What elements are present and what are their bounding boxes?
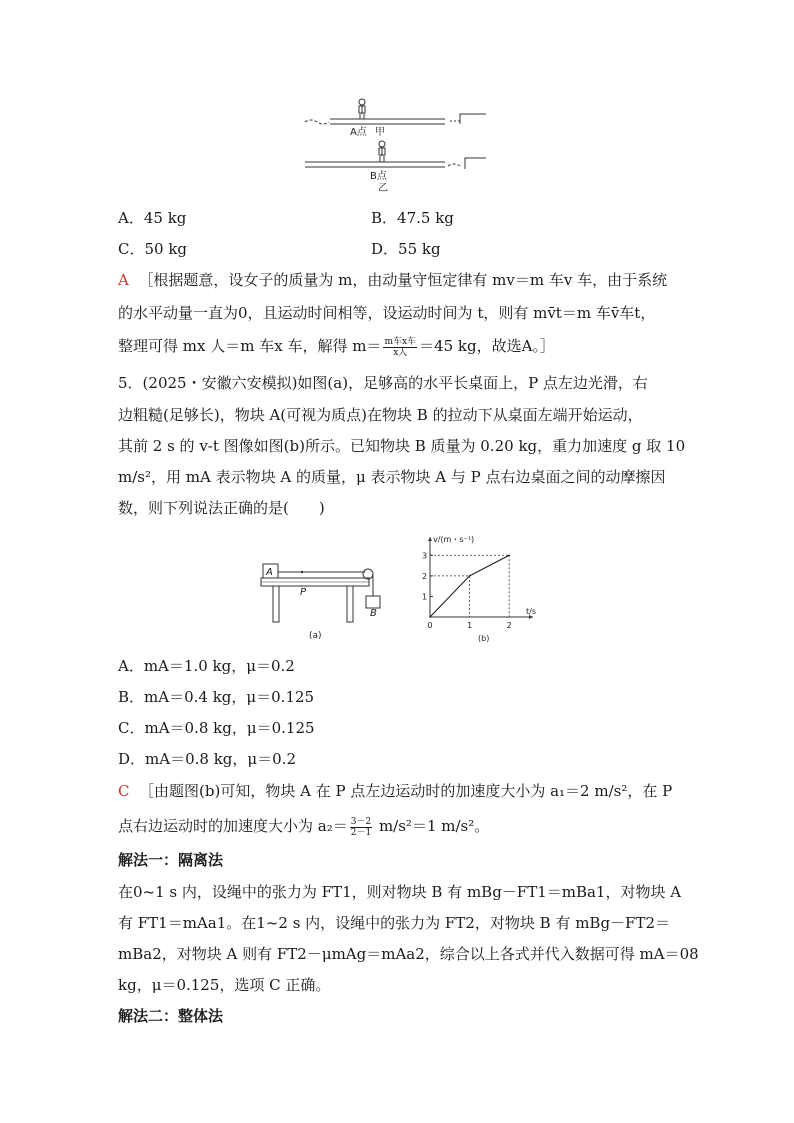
series-segment	[430, 576, 470, 617]
q4-option-d: D．55 kg	[371, 240, 441, 258]
q4-option-c: C．50 kg	[118, 240, 188, 258]
y-tick-label: 3	[422, 551, 428, 561]
method1-title: 解法一：隔离法	[118, 851, 224, 869]
method1-line: 在0~1 s 内，设绳中的张力为 FT1，则对物块 B 有 mBg－FT1＝mBa1，对物块 A	[118, 883, 682, 901]
label-block-b: B	[370, 608, 377, 619]
label-block-a: A	[266, 567, 273, 578]
method1-line: 有 FT1＝mAa1。在1~2 s 内，设绳中的张力为 FT2，对物块 B 有 mBg－FT2＝	[118, 914, 671, 932]
series-segment	[470, 555, 510, 576]
method1-line: kg，μ＝0.125，选项 C 正确。	[118, 976, 331, 994]
figure-boat-dock	[300, 94, 500, 194]
x-tick-label: 0	[427, 621, 433, 630]
q5-option-a: A．mA＝1.0 kg，μ＝0.2	[118, 657, 295, 675]
figure-a-table	[255, 552, 395, 644]
person-icon	[379, 141, 385, 147]
q5-stem-line: m/s²，用 mA 表示物块 A 的质量，μ 表示物块 A 与 P 点右边桌面之间的动摩擦因	[118, 468, 666, 486]
label-b-point: B点	[370, 171, 387, 182]
person-icon	[359, 99, 365, 105]
fraction: $\frac{3-2}{2-1}$	[350, 816, 372, 838]
q4-explanation-line: 整理可得 mx 人＝m 车x 车，解得 m＝ $\frac{\text{m车x车}}{\text{x人}}$ ＝45 kg，故选A。］	[118, 336, 555, 358]
q4-explanation-line: A ［根据题意，设女子的质量为 m，由动量守恒定律有 mv＝m 车v 车，由于系统	[118, 271, 668, 289]
q4-explanation-line: 的水平动量一直为0，且运动时间相等，设运动时间为 t，则有 mv̄t＝m 车v̄车t，	[118, 304, 656, 322]
figure-a-caption: (a)	[309, 631, 322, 641]
y-axis-label: v/(m・s⁻¹)	[433, 535, 475, 544]
q4-option-a: A．45 kg	[118, 209, 187, 227]
data-point	[469, 575, 471, 577]
q5-explanation-line: C ［由题图(b)可知，物块 A 在 P 点左边运动时的加速度大小为 a₁＝2 m/s²，在 P	[118, 782, 673, 800]
q4-answer: A	[118, 271, 129, 289]
x-tick-label: 2	[506, 621, 512, 630]
method1-line: mBa2，对物块 A 则有 FT2－μmAg＝mAa2，综合以上各式并代入数据可得 mA＝08	[118, 945, 699, 963]
figure-b-vt-chart	[410, 535, 540, 643]
method2-title: 解法二：整体法	[118, 1007, 224, 1025]
y-tick-label: 2	[422, 571, 428, 581]
chart-caption: (b)	[478, 634, 490, 643]
x-axis-label: t/s	[526, 607, 536, 616]
label-a-point: A点	[350, 127, 367, 138]
q5-stem-line: 数，则下列说法正确的是( )	[118, 499, 325, 517]
label-jia: 甲	[375, 127, 385, 138]
q5-stem-line: 5．(2025・安徽六安模拟)如图(a)，足够高的水平长桌面上，P 点左边光滑，右	[118, 374, 648, 392]
q5-answer: C	[118, 782, 130, 800]
q5-explanation-line: 点右边运动时的加速度大小为 a₂＝ $\frac{3-2}{2-1}$ m/s²＝1 m/s²。	[118, 816, 490, 838]
data-point	[508, 554, 510, 556]
q5-option-d: D．mA＝0.8 kg，μ＝0.2	[118, 750, 297, 768]
q5-stem-line: 其前 2 s 的 v-t 图像如图(b)所示。已知物块 B 质量为 0.20 kg，重力加速度 g 取 10	[118, 437, 686, 455]
y-axis-arrow	[428, 537, 432, 541]
data-point	[429, 616, 431, 618]
label-point-p: P	[300, 587, 307, 598]
q5-option-c: C．mA＝0.8 kg，μ＝0.125	[118, 719, 315, 737]
q5-stem-line: 边粗糙(足够长)，物块 A(可视为质点)在物块 B 的拉动下从桌面左端开始运动，	[118, 406, 643, 424]
x-tick-label: 1	[467, 621, 473, 630]
fraction: $\frac{\text{m车x车}}{\text{x人}}$	[384, 336, 417, 358]
q5-option-b: B．mA＝0.4 kg，μ＝0.125	[118, 688, 315, 706]
y-tick-label: 1	[422, 592, 428, 602]
label-yi: 乙	[378, 183, 388, 194]
q4-option-b: B．47.5 kg	[371, 209, 454, 227]
